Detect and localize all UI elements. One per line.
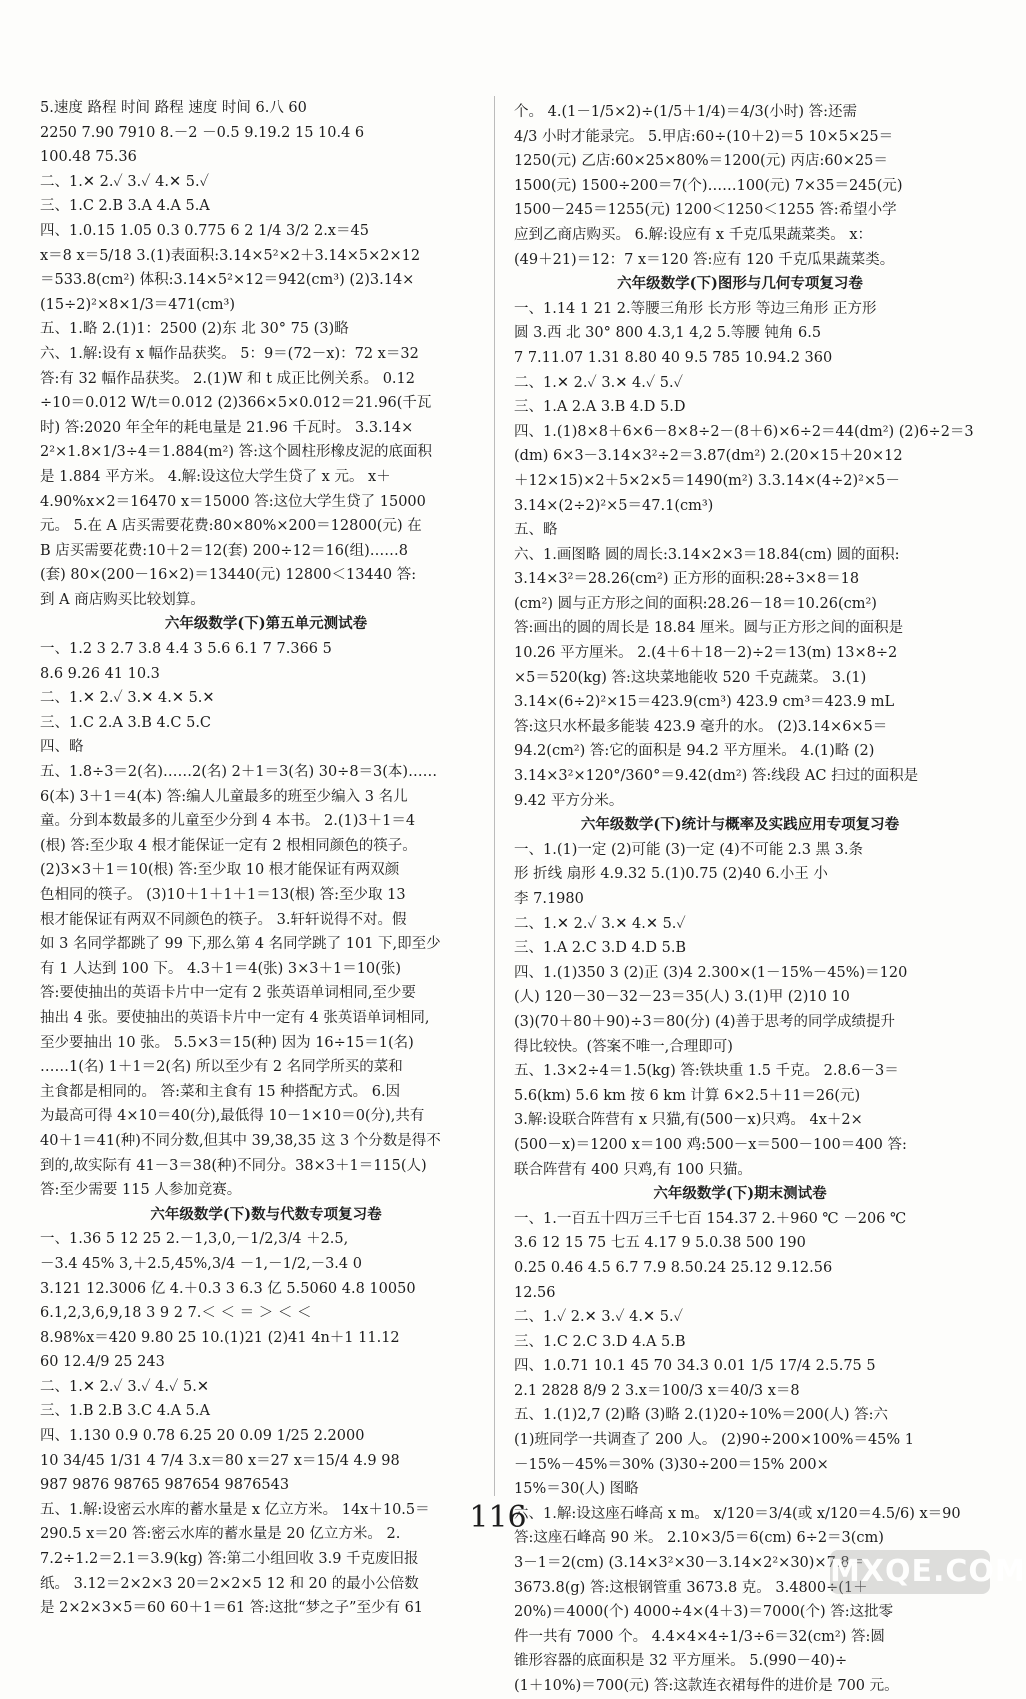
answer-line: 童。分到本数最多的儿童至少分到 4 本书。 2.(1)3＋1＝4 (40, 813, 416, 830)
answer-line: 4/3 小时才能录完。 5.甲店:60÷(10＋2)＝5 10×5×25＝ (514, 128, 894, 145)
answer-line: 四、1.130 0.9 0.78 6.25 20 0.09 1/25 2.2000 (40, 1428, 365, 1445)
answer-line: 二、1.✕ 2.✓ 3.✕ 4.✕ 5.✓ (514, 915, 686, 932)
answer-line: 3673.8(g) 答:这根钢管重 3673.8 克。 3.4800÷(1＋ (514, 1579, 868, 1596)
answer-line: 一、1.2 3 2.7 3.8 4.4 3 5.6 6.1 7 7.366 5 (40, 641, 332, 658)
left-column (40, 96, 492, 1621)
answer-line: 7.2÷1.2＝2.1＝3.9(kg) 答:第二小组回收 3.9 千克废旧报 (40, 1551, 419, 1568)
answer-line: 5.速度 路程 时间 路程 速度 时间 6.八 60 (40, 100, 307, 116)
answer-line: 3.14×3²＝28.26(cm²) 正方形的面积:28÷3×8＝18 (514, 571, 860, 588)
answer-line: 圆 3.西 北 30° 800 4.3,1 4,2 5.等腰 钝角 6.5 (514, 325, 822, 342)
answer-line: 形 折线 扇形 4.9.32 5.(1)0.75 (2)40 6.小王 小 (514, 866, 828, 883)
answer-line: 94.2(cm²) 答:它的面积是 94.2 平方厘米。 4.(1)略 (2) (514, 743, 875, 760)
answer-line: 六、1.解:设有 x 幅作品获奖。 5：9＝(72－x)：72 x＝32 (40, 345, 419, 362)
answer-line: 四、1.0.15 1.05 0.3 0.775 6 2 1/4 3/2 2.x＝45 (40, 222, 369, 239)
answer-line: 二、1.✓ 2.✕ 3.✓ 4.✕ 5.✓ (514, 1309, 683, 1326)
answer-line: 15%＝30(人) 图略 (514, 1481, 639, 1498)
answer-line: 李 7.1980 (514, 891, 584, 907)
answer-line: 如 3 名同学都跳了 99 下,那么第 4 名同学跳了 101 下,即至少 (40, 936, 441, 953)
answer-line: (dm) 6×3－3.14×3²÷2＝3.87(dm²) 2.(20×15＋20×12 (514, 448, 903, 465)
answer-line: 个。 4.(1－1/5×2)÷(1/5＋1/4)＝4/3(小时) 答:还需 (514, 104, 857, 120)
answer-line: 3.6 12 15 75 七五 4.17 9 5.0.38 500 190 (514, 1235, 806, 1252)
answer-line: 3.14×(6÷2)²×15＝423.9(cm³) 423.9 cm³＝423.9 mL (514, 694, 895, 711)
answer-line: 有 1 人达到 100 下。 4.3＋1＝4(张) 3×3＋1＝10(张) (40, 960, 401, 977)
answer-line: 五、1.3×2÷4＝1.5(kg) 答:铁块重 1.5 千克。 2.8.6－3＝ (514, 1063, 899, 1080)
answer-line: 五、1.8÷3＝2(名)……2(名) 2＋1＝3(名) 30÷8＝3(本)…… (40, 764, 438, 781)
answer-line: ……1(名) 1＋1＝2(名) 所以至少有 2 名同学所买的菜和 (40, 1059, 403, 1076)
answer-line: 到的,故实际有 41－3＝38(种)不同分。38×3＋1＝115(人) (40, 1157, 427, 1174)
answer-line: 三、1.A 2.A 3.B 4.D 5.D (514, 399, 686, 416)
answer-line: 联合阵营有 400 只鸡,有 100 只猫。 (514, 1161, 752, 1178)
section-title: 六年级数学(下)数与代数专项复习卷 (150, 1205, 382, 1223)
answer-line: ＝533.8(cm²) 体积:3.14×5²×12＝942(cm³) (2)3.14× (40, 272, 415, 289)
answer-line: 一、1.14 1 21 2.等腰三角形 长方形 等边三角形 正方形 (514, 300, 877, 317)
answer-line: 得比较快。(答案不唯一,合理即可) (514, 1038, 733, 1055)
answer-line: 2250 7.90 7910 8.－2 －0.5 9.19.2 15 10.4 6 (40, 124, 365, 141)
answer-line: 是 1.884 平方米。 4.解:设这位大学生贷了 x 元。 x＋ (40, 468, 391, 485)
answer-line: (15÷2)²×8×1/3＝471(cm³) (40, 296, 235, 313)
answer-line: 290.5 x＝20 答:密云水库的蓄水量是 20 亿立方米。 2. (40, 1526, 401, 1543)
answer-line: 5.6(km) 5.6 km 按 6 km 计算 6×2.5＋11＝26(元) (514, 1087, 861, 1104)
answer-line: 应到乙商店购买。 6.解:设应有 x 千克瓜果蔬菜类。 x： (514, 226, 873, 243)
answer-line: 3.14×3²×120°/360°＝9.42(dm²) 答:线段 AC 扫过的面积是 (514, 768, 919, 785)
answer-line: 答:画出的圆的周长是 18.84 厘米。圆与正方形之间的面积是 (514, 620, 904, 637)
answer-line: －15%－45%＝30% (3)30÷200＝15% 200× (514, 1456, 829, 1473)
answer-line: (根) 答:至少取 4 根才能保证一定有 2 根相同颜色的筷子。 (40, 837, 417, 854)
answer-line: 答:至少需要 115 人参加竞赛。 (40, 1182, 242, 1199)
page-number: 116 (469, 1500, 527, 1535)
answer-line: 60 12.4/9 25 243 (40, 1354, 165, 1371)
answer-line: 四、1.(1)8×8＋6×6－8×8÷2－(8＋6)×6÷2＝44(dm²) (2)6÷2＝3 (514, 423, 974, 440)
answer-line: 2.1 2828 8/9 2 3.x＝100/3 x＝40/3 x＝8 (514, 1382, 800, 1399)
answer-line: 三、1.C 2.A 3.B 4.C 5.C (40, 714, 212, 731)
answer-line: 时) 答:2020 年全年的耗电量是 21.96 千瓦时。 3.3.14× (40, 419, 414, 436)
answer-line: (3)(70＋80＋90)÷3＝80(分) (4)善于思考的同学成绩提升 (514, 1013, 895, 1030)
answer-line: 20%)＝4000(个) 4000÷4×(4＋3)＝7000(个) 答:这批零 (514, 1604, 894, 1621)
answer-line: 3.14×(2÷2)²×5＝47.1(cm³) (514, 497, 714, 514)
answer-line: 二、1.✕ 2.✓ 3.✓ 4.✕ 5.✓ (40, 173, 209, 190)
answer-line: ＋12×15)×2＋5×2×5＝1490(m²) 3.3.14×(4÷2)²×5－ (514, 472, 900, 489)
answer-line: 三、1.A 2.C 3.D 4.D 5.B (514, 940, 687, 957)
answer-line: 色相同的筷子。 (3)10＋1＋1＋1＝13(根) 答:至少取 13 (40, 887, 406, 903)
answer-line: 一、1.(1)一定 (2)可能 (3)一定 (4)不可能 2.3 黑 3.条 (514, 841, 864, 858)
answer-line: 6.1,2,3,6,9,18 3 9 2 7.＜ ＜ ＝ ＞ ＜ ＜ (40, 1305, 312, 1322)
answer-line: 答:有 32 幅作品获奖。 2.(1)W 和 t 成正比例关系。 0.12 (40, 370, 415, 387)
answer-line: 10 34/45 1/31 4 7/4 3.x＝80 x＝27 x＝15/4 4.9 98 (40, 1452, 400, 1469)
answer-line: (1)班同学一共调查了 200 人。 (2)90÷200×100%＝45% 1 (514, 1432, 915, 1449)
answer-line: ×5＝520(kg) 答:这块菜地能收 520 千克蔬菜。 3.(1) (514, 669, 867, 686)
answer-line: 抽出 4 张。要使抽出的英语卡片中一定有 4 张英语单词相同, (40, 1009, 430, 1026)
answer-line: 一、1.一百五十四万三千七百 154.37 2.＋960 ℃ －206 ℃ (514, 1210, 907, 1227)
answer-line: 二、1.✕ 2.✓ 3.✓ 4.✓ 5.✕ (40, 1378, 209, 1395)
answer-line: 2²×1.8×1/3÷4＝1.884(m²) 答:这个圆柱形橡皮泥的底面积 (40, 444, 432, 461)
answer-line: 9.42 平方分米。 (514, 792, 624, 809)
answer-line: (cm²) 圆与正方形之间的面积:28.26－18＝10.26(cm²) (514, 595, 877, 612)
answer-line: 3－1＝2(cm) (3.14×3²×30－3.14×2²×30)×7.8＝ (514, 1555, 865, 1572)
answer-line: 五、1.略 2.(1)1：2500 (2)东 北 30° 75 (3)略 (40, 321, 349, 338)
answer-line: 件一共有 7000 个。 4.4×4×4÷1/3÷6＝32(cm²) 答:圆 (514, 1628, 885, 1645)
answer-line: 答:这只水杯最多能装 423.9 毫升的水。 (2)3.14×6×5＝ (514, 718, 888, 735)
section-title: 六年级数学(下)图形与几何专项复习卷 (617, 275, 863, 293)
answer-line: 纸。 3.12＝2×2×3 20＝2×2×5 12 和 20 的最小公倍数 (40, 1575, 419, 1592)
section-title: 六年级数学(下)第五单元测试卷 (164, 615, 368, 633)
answer-line: 四、略 (40, 739, 84, 756)
answer-line: 8.6 9.26 41 10.3 (40, 665, 160, 682)
answer-line: 是 2×2×3×5＝60 60＋1＝61 答:这批“梦之子”至少有 61 (40, 1600, 424, 1617)
answer-line: 答:这座石峰高 90 米。 2.10×3/5＝6(cm) 6÷2＝3(cm) (514, 1530, 884, 1547)
answer-line: 六、1.解:设这座石峰高 x m。 x/120＝3/4(或 x/120＝4.5/6) x＝90 (514, 1505, 961, 1522)
column-divider (494, 96, 495, 1496)
answer-line: ÷10＝0.012 W/t＝0.012 (2)366×5×0.012＝21.96(千瓦 (40, 395, 432, 412)
answer-line: 锥形容器的底面积是 32 平方厘米。 5.(990－40)÷ (514, 1653, 848, 1670)
answer-line: 3.121 12.3006 亿 4.＋0.3 3 6.3 亿 5.5060 4.8 10050 (40, 1280, 416, 1297)
answer-line: 40＋1＝41(种)不同分数,但其中 39,38,35 这 3 个分数是得不 (40, 1132, 441, 1149)
answer-line: 二、1.✕ 2.✓ 3.✕ 4.✕ 5.✕ (40, 690, 215, 707)
answer-line: B 店买需要花费:10＋2＝12(套) 200÷12＝16(组)……8 (40, 542, 408, 559)
answer-line: 五、1.(1)2,7 (2)略 (3)略 2.(1)20÷10%＝200(人) 答:六 (514, 1407, 889, 1424)
answer-line: 3.解:设联合阵营有 x 只猫,有(500－x)只鸡。 4x＋2× (514, 1112, 863, 1129)
watermark-logo: MXQE.COM (830, 1550, 990, 1594)
answer-line: (49＋21)＝12：7 x＝120 答:应有 120 千克瓜果蔬菜类。 (514, 251, 895, 268)
answer-line: (人) 120－30－32－23＝35(人) 3.(1)甲 (2)10 10 (514, 989, 850, 1006)
answer-line: (2)3×3＋1＝10(根) 答:至少取 10 根才能保证有两双颜 (40, 862, 400, 879)
answer-line: 1500－245＝1255(元) 1200＜1250＜1255 答:希望小学 (514, 202, 897, 219)
answer-line: 0.25 0.46 4.5 6.7 7.9 8.50.24 25.12 9.12.56 (514, 1259, 833, 1276)
answer-line: (套) 80×(200－16×2)＝13440(元) 12800＜13440 答: (40, 567, 417, 584)
answer-line: 1500(元) 1500÷200＝7(个)……100(元) 7×35＝245(元) (514, 177, 903, 194)
answer-line: 12.56 (514, 1284, 556, 1301)
answer-line: 主食都是相同的。 答:菜和主食有 15 种搭配方式。 6.因 (40, 1083, 401, 1100)
answer-line: 三、1.B 2.B 3.C 4.A 5.A (40, 1403, 210, 1420)
section-title: 六年级数学(下)期末测试卷 (653, 1185, 827, 1203)
answer-line: 为最高可得 4×10＝40(分),最低得 10－1×10＝0(分),共有 (40, 1108, 425, 1125)
answer-line: 10.26 平方厘米。 2.(4＋6＋18－2)÷2＝13(m) 13×8÷2 (514, 645, 898, 662)
answer-line: －3.4 45% 3,＋2.5,45%,3/4 －1,－1/2,－3.4 0 (40, 1255, 362, 1272)
answer-line: x＝8 x＝5/18 3.(1)表面积:3.14×5²×2＋3.14×5×2×12 (40, 247, 421, 264)
answer-line: 三、1.C 2.C 3.D 4.A 5.B (514, 1333, 686, 1350)
answer-line: 7 7.11.07 1.31 8.80 40 9.5 785 10.94.2 360 (514, 349, 833, 366)
answer-line: (500－x)＝1200 x＝100 鸡:500－x＝500－100＝400 答: (514, 1136, 907, 1153)
right-column (514, 100, 974, 1699)
answer-line: 1250(元) 乙店:60×25×80%＝1200(元) 丙店:60×25＝ (514, 153, 888, 170)
section-title: 六年级数学(下)统计与概率及实践应用专项复习卷 (580, 816, 900, 834)
answer-line: 根才能保证有两双不同颜色的筷子。 3.轩轩说得不对。假 (40, 911, 407, 928)
answer-line: 至少要抽出 10 张。 5.5×3＝15(种) 因为 16÷15＝1(名) (40, 1034, 414, 1051)
answer-line: 一、1.36 5 12 25 2.－1,3,0,－1/2,3/4 ＋2.5, (40, 1231, 349, 1248)
answer-line: 987 9876 98765 987654 9876543 (40, 1477, 290, 1494)
answer-line: 元。 5.在 A 店买需要花费:80×80%×200＝12800(元) 在 (40, 518, 422, 535)
answer-line: 4.90%x×2＝16470 x＝15000 答:这位大学生贷了 15000 (40, 493, 426, 510)
answer-line: (1＋10%)＝700(元) 答:这款连衣裙每件的进价是 700 元。 (514, 1678, 899, 1694)
answer-line: 到 A 商店购买比较划算。 (40, 591, 205, 608)
answer-line: 100.48 75.36 (40, 149, 137, 166)
answer-line: 五、略 (514, 522, 558, 539)
answer-line: 五、1.解:设密云水库的蓄水量是 x 亿立方米。 14x＋10.5＝ (40, 1501, 430, 1518)
answer-line: 答:要使抽出的英语卡片中一定有 2 张英语单词相同,至少要 (40, 985, 416, 1002)
answer-line: 六、1.画图略 圆的周长:3.14×2×3＝18.84(cm) 圆的面积: (514, 546, 900, 563)
answer-line: 三、1.C 2.B 3.A 4.A 5.A (40, 198, 210, 215)
answer-line: 四、1.(1)350 3 (2)正 (3)4 2.300×(1－15%－45%)＝120 (514, 964, 908, 981)
answer-line: 8.98%x＝420 9.80 25 10.(1)21 (2)41 4n＋1 11.12 (40, 1329, 400, 1346)
answer-line: 二、1.✕ 2.✓ 3.✕ 4.✓ 5.✓ (514, 374, 683, 391)
answer-line: 6(本) 3＋1＝4(本) 答:编人儿童最多的班至少编入 3 名儿 (40, 788, 408, 805)
answer-line: 四、1.0.71 10.1 45 70 34.3 0.01 1/5 17/4 2.5.75 5 (514, 1358, 876, 1375)
